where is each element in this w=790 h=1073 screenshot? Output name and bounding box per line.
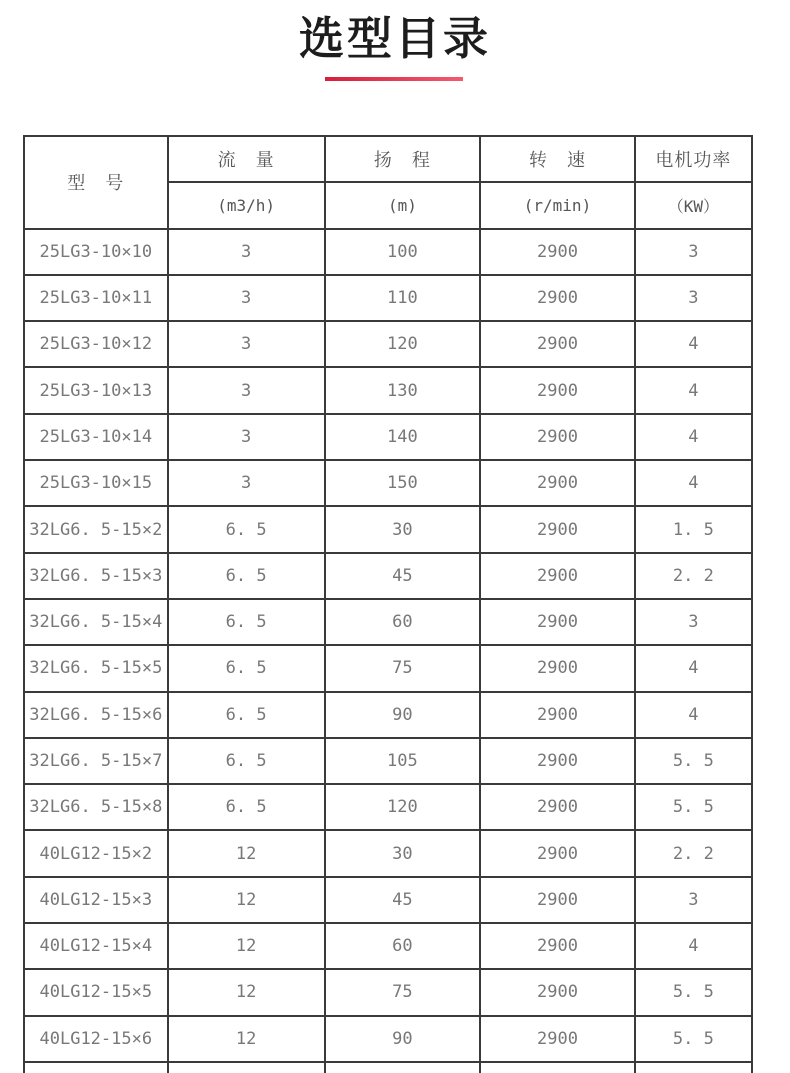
cell-power-row5: 4 (636, 415, 751, 459)
page-title: 选型目录 (298, 13, 491, 64)
cell-head-row4: 130 (326, 368, 480, 412)
cell-head-row7: 30 (326, 507, 480, 551)
cell-flow-row6: 3 (169, 461, 324, 505)
cell-head-row9: 60 (326, 600, 480, 644)
cell-power-row15: 3 (636, 878, 751, 922)
cell-model-row5: 25LG3-10×14 (25, 415, 167, 459)
cell-flow-row13: 6. 5 (169, 785, 324, 829)
col-unit-power: （KW） (636, 183, 751, 227)
cell-speed-row11: 2900 (481, 693, 634, 737)
cell-speed-row2: 2900 (481, 276, 634, 320)
col-unit-flow: (m3/h) (169, 183, 324, 227)
partial-row-cell-head (326, 1063, 480, 1073)
cell-speed-row3: 2900 (481, 322, 634, 366)
cell-model-row10: 32LG6. 5-15×5 (25, 646, 167, 690)
cell-speed-row5: 2900 (481, 415, 634, 459)
cell-head-row14: 30 (326, 831, 480, 875)
cell-model-row18: 40LG12-15×6 (25, 1017, 167, 1061)
cell-head-row12: 105 (326, 739, 480, 783)
cell-head-row6: 150 (326, 461, 480, 505)
cell-flow-row16: 12 (169, 924, 324, 968)
cell-model-row11: 32LG6. 5-15×6 (25, 693, 167, 737)
cell-speed-row4: 2900 (481, 368, 634, 412)
selection-table (23, 135, 753, 1073)
cell-power-row8: 2. 2 (636, 554, 751, 598)
cell-power-row6: 4 (636, 461, 751, 505)
cell-speed-row8: 2900 (481, 554, 634, 598)
col-header-speed: 转 速 (481, 137, 634, 181)
col-header-head: 扬 程 (326, 137, 480, 181)
cell-head-row16: 60 (326, 924, 480, 968)
cell-model-row4: 25LG3-10×13 (25, 368, 167, 412)
cell-power-row4: 4 (636, 368, 751, 412)
cell-head-row18: 90 (326, 1017, 480, 1061)
cell-power-row10: 4 (636, 646, 751, 690)
cell-head-row15: 45 (326, 878, 480, 922)
cell-power-row7: 1. 5 (636, 507, 751, 551)
cell-flow-row15: 12 (169, 878, 324, 922)
cell-flow-row12: 6. 5 (169, 739, 324, 783)
cell-model-row2: 25LG3-10×11 (25, 276, 167, 320)
cell-power-row2: 3 (636, 276, 751, 320)
cell-flow-row7: 6. 5 (169, 507, 324, 551)
cell-flow-row17: 12 (169, 970, 324, 1014)
cell-model-row3: 25LG3-10×12 (25, 322, 167, 366)
cell-model-row1: 25LG3-10×10 (25, 230, 167, 274)
cell-speed-row15: 2900 (481, 878, 634, 922)
cell-speed-row7: 2900 (481, 507, 634, 551)
cell-head-row2: 110 (326, 276, 480, 320)
cell-head-row11: 90 (326, 693, 480, 737)
cell-power-row12: 5. 5 (636, 739, 751, 783)
cell-speed-row17: 2900 (481, 970, 634, 1014)
cell-speed-row9: 2900 (481, 600, 634, 644)
cell-model-row13: 32LG6. 5-15×8 (25, 785, 167, 829)
cell-flow-row11: 6. 5 (169, 693, 324, 737)
cell-power-row1: 3 (636, 230, 751, 274)
cell-head-row13: 120 (326, 785, 480, 829)
cell-speed-row6: 2900 (481, 461, 634, 505)
cell-flow-row3: 3 (169, 322, 324, 366)
col-header-power: 电机功率 (636, 137, 751, 181)
cell-model-row6: 25LG3-10×15 (25, 461, 167, 505)
col-header-flow: 流 量 (169, 137, 324, 181)
cell-power-row3: 4 (636, 322, 751, 366)
cell-power-row9: 3 (636, 600, 751, 644)
cell-flow-row1: 3 (169, 230, 324, 274)
cell-power-row13: 5. 5 (636, 785, 751, 829)
cell-flow-row4: 3 (169, 368, 324, 412)
cell-flow-row2: 3 (169, 276, 324, 320)
cell-model-row7: 32LG6. 5-15×2 (25, 507, 167, 551)
cell-flow-row9: 6. 5 (169, 600, 324, 644)
cell-speed-row14: 2900 (481, 831, 634, 875)
col-unit-speed: (r/min) (481, 183, 634, 227)
cell-power-row18: 5. 5 (636, 1017, 751, 1061)
cell-flow-row10: 6. 5 (169, 646, 324, 690)
cell-speed-row18: 2900 (481, 1017, 634, 1061)
cell-head-row10: 75 (326, 646, 480, 690)
cell-model-row8: 32LG6. 5-15×3 (25, 554, 167, 598)
partial-row-cell-flow (169, 1063, 324, 1073)
cell-speed-row10: 2900 (481, 646, 634, 690)
cell-flow-row5: 3 (169, 415, 324, 459)
partial-row-cell-model (25, 1063, 167, 1073)
cell-head-row17: 75 (326, 970, 480, 1014)
cell-model-row17: 40LG12-15×5 (25, 970, 167, 1014)
cell-power-row14: 2. 2 (636, 831, 751, 875)
cell-flow-row8: 6. 5 (169, 554, 324, 598)
cell-head-row5: 140 (326, 415, 480, 459)
cell-power-row17: 5. 5 (636, 970, 751, 1014)
cell-head-row3: 120 (326, 322, 480, 366)
cell-model-row16: 40LG12-15×4 (25, 924, 167, 968)
cell-flow-row18: 12 (169, 1017, 324, 1061)
cell-speed-row13: 2900 (481, 785, 634, 829)
cell-speed-row12: 2900 (481, 739, 634, 783)
cell-flow-row14: 12 (169, 831, 324, 875)
cell-model-row15: 40LG12-15×3 (25, 878, 167, 922)
cell-speed-row16: 2900 (481, 924, 634, 968)
title-underline (325, 77, 463, 81)
cell-model-row9: 32LG6. 5-15×4 (25, 600, 167, 644)
col-unit-head: (m) (326, 183, 480, 227)
col-header-model: 型 号 (25, 137, 167, 228)
cell-speed-row1: 2900 (481, 230, 634, 274)
cell-head-row1: 100 (326, 230, 480, 274)
cell-power-row16: 4 (636, 924, 751, 968)
cell-model-row14: 40LG12-15×2 (25, 831, 167, 875)
cell-head-row8: 45 (326, 554, 480, 598)
cell-power-row11: 4 (636, 693, 751, 737)
cell-model-row12: 32LG6. 5-15×7 (25, 739, 167, 783)
partial-row-cell-speed (481, 1063, 634, 1073)
partial-row-cell-power (636, 1063, 751, 1073)
